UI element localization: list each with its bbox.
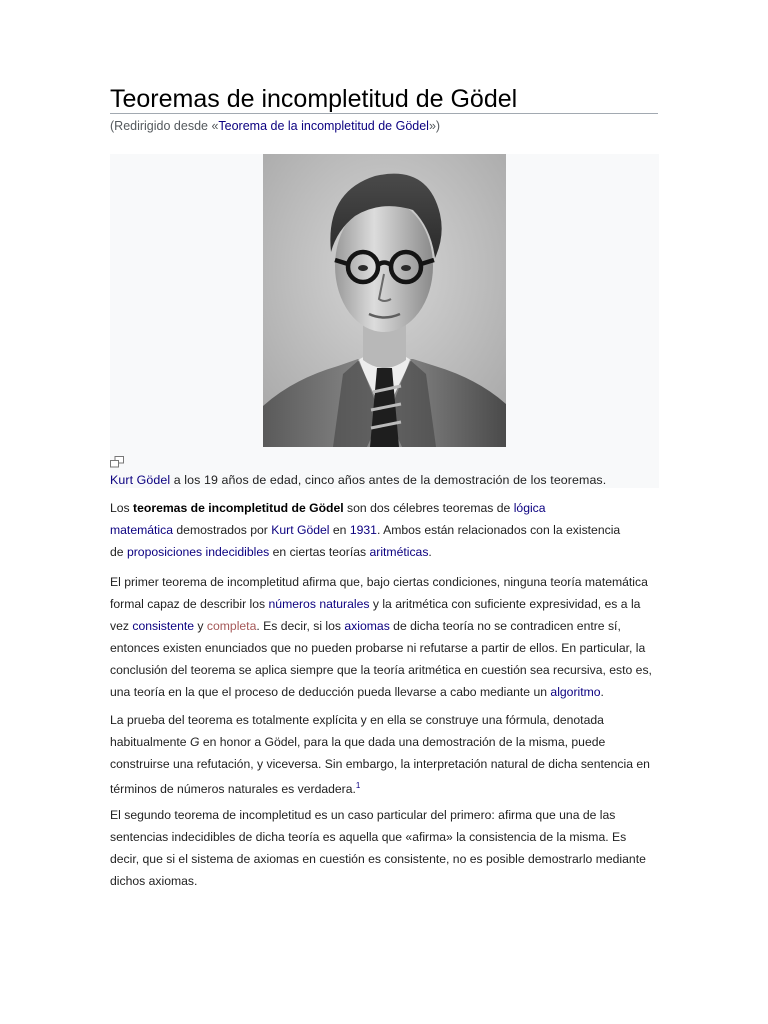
figure-caption [110, 472, 606, 488]
link-consistente[interactable]: consistente [132, 619, 195, 633]
text: de dicha teoría no se contradicen entre sí, [389, 619, 621, 633]
text: sentencias indecidibles de dicha teoría es aquella que «afirma» la consistencia de la misma. Es [110, 830, 627, 844]
link-numeros-naturales[interactable]: números naturales [268, 597, 370, 611]
thumbnail-figure [110, 154, 659, 488]
redirect-notice [110, 118, 440, 134]
text: formal capaz de describir los [110, 597, 269, 611]
link-algoritmo[interactable]: algoritmo [550, 685, 601, 699]
paragraph-second-theorem [110, 804, 658, 892]
paragraph-intro [110, 497, 658, 563]
text: Los [110, 501, 134, 515]
portrait-photo[interactable] [263, 154, 506, 447]
title-divider [110, 113, 658, 114]
redirect-suffix: ») [428, 119, 441, 133]
link-proposiciones-indecidibles[interactable]: proposiciones indecidibles [126, 545, 270, 559]
text: . Ambos están relacionados con la existencia [376, 523, 621, 537]
bold-term: teoremas de incompletitud de Gödel [133, 501, 344, 515]
text: dichos axiomas. [110, 874, 198, 888]
text: en honor a Gödel, para la que dada una demostración de la misma, puede [199, 735, 606, 749]
italic-g: G [189, 735, 200, 749]
link-matematica[interactable]: matemática [110, 523, 173, 537]
reference-1[interactable]: 1 [355, 781, 361, 790]
link-aritmeticas[interactable]: aritméticas [369, 545, 429, 559]
text: . [600, 685, 604, 699]
text: entonces existen enunciados que no pueden probarse ni refutarse a partir de ellos. En particular, la [110, 641, 646, 655]
paragraph-proof [110, 709, 658, 800]
text: . Es decir, si los [256, 619, 345, 633]
redirect-link[interactable]: Teorema de la incompletitud de Gödel [218, 119, 429, 133]
link-completa[interactable]: completa [206, 619, 257, 633]
text: decir, que si el sistema de axiomas en cuestión es consistente, no es posible demostrarlo mediante [110, 852, 646, 866]
text: El segundo teorema de incompletitud es un caso particular del primero: afirma que una de las [110, 808, 616, 822]
text: . [428, 545, 432, 559]
text: términos de números naturales es verdadera. [110, 782, 356, 797]
text: una teoría en la que el proceso de deducción pueda llevarse a cabo mediante un [110, 685, 551, 699]
magnify-clip-icon[interactable] [110, 456, 124, 468]
text: en [329, 523, 350, 537]
caption-text: a los 19 años de edad, cinco años antes de la demostración de los teoremas. [170, 473, 607, 487]
text: en ciertas teorías [269, 545, 370, 559]
text: son dos célebres teoremas de [343, 501, 514, 515]
caption-link-kurt-godel[interactable]: Kurt Gödel [110, 473, 171, 487]
redirect-prefix: (Redirigido desde « [110, 119, 219, 133]
text: y [194, 619, 207, 633]
paragraph-first-theorem [110, 571, 658, 703]
text: y la aritmética con suficiente expresividad, es a la [369, 597, 641, 611]
link-1931[interactable]: 1931 [349, 523, 377, 537]
text: demostrados por [173, 523, 272, 537]
text: La prueba del teorema es totalmente explícita y en ella se construye una fórmula, denotada [110, 713, 604, 727]
text: habitualmente [110, 735, 190, 749]
text: conclusión del teorema se aplica siempre que la teoría aritmética en cuestión sea recursiva, esto es, [110, 663, 652, 677]
text: vez [110, 619, 133, 633]
link-kurt-godel[interactable]: Kurt Gödel [271, 523, 330, 537]
page-title: Teoremas de incompletitud de Gödel [110, 85, 518, 113]
link-logica[interactable]: lógica [513, 501, 546, 515]
text: de [110, 545, 127, 559]
text: El primer teorema de incompletitud afirma que, bajo ciertas condiciones, ninguna teoría matemática [110, 575, 648, 589]
link-axiomas[interactable]: axiomas [344, 619, 390, 633]
text: construirse una refutación, y viceversa. Sin embargo, la interpretación natural de dicha sentencia en [110, 757, 650, 771]
